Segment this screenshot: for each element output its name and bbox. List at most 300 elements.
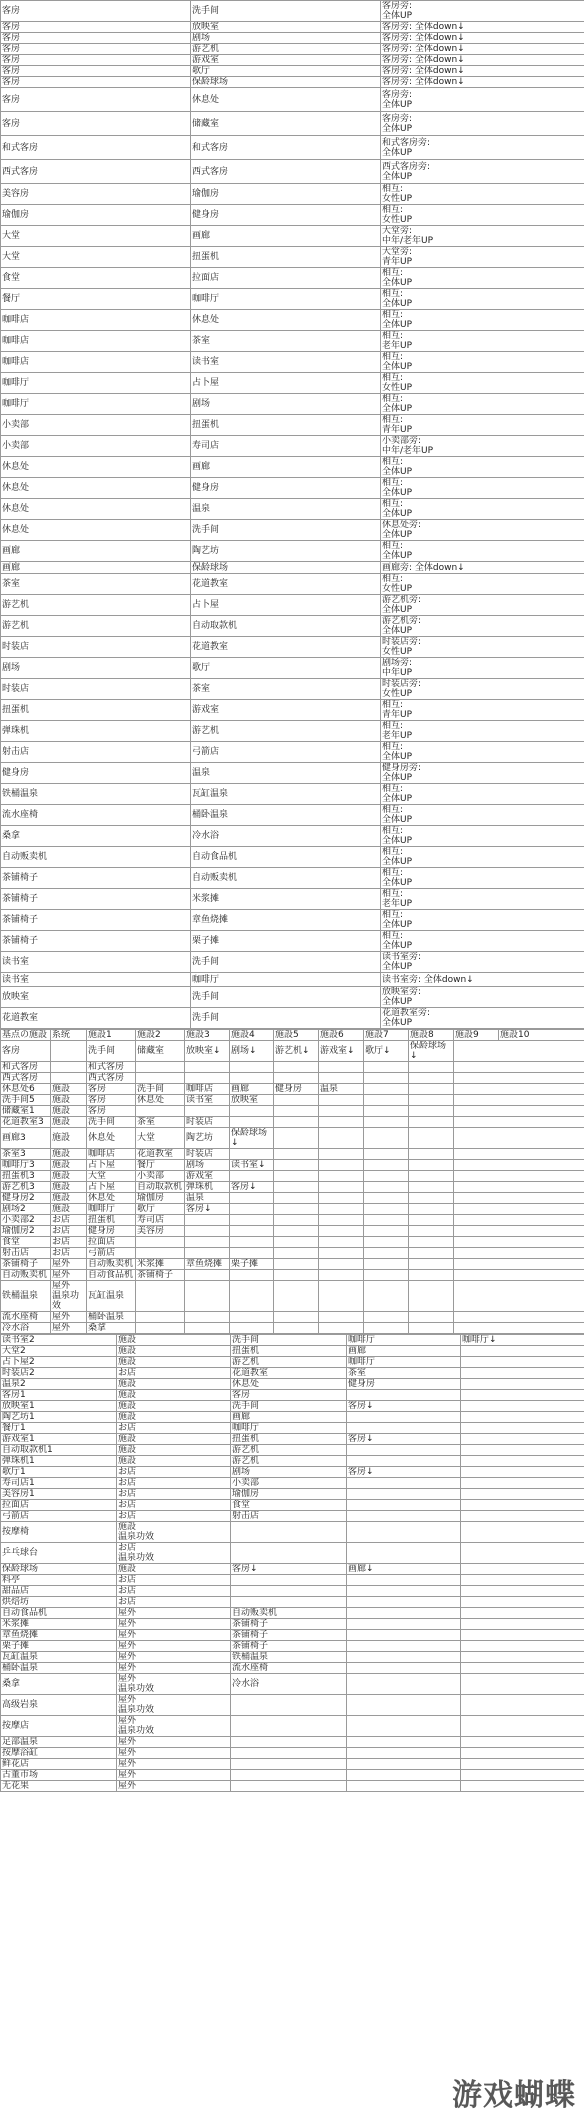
pair-row <box>1 415 584 436</box>
facility-list-cell: 按摩椅 <box>1 1522 117 1543</box>
matrix-cell <box>319 1149 364 1160</box>
facility-list-cell <box>461 1489 584 1500</box>
facility-a-cell: 流水座椅 <box>1 805 191 826</box>
facility-list-cell: 陶艺坊1 <box>1 1412 117 1423</box>
matrix-cell <box>319 1062 364 1073</box>
matrix-row <box>1 1270 584 1281</box>
matrix-cell <box>409 1259 454 1270</box>
facility-list-row <box>1 1716 584 1737</box>
matrix-cell <box>454 1128 584 1149</box>
matrix-cell: 施設 <box>51 1149 87 1160</box>
matrix-cell: 游戏室↓ <box>319 1041 364 1062</box>
facility-b-cell: 温泉 <box>191 763 381 784</box>
matrix-cell <box>274 1193 319 1204</box>
matrix-cell: 占卜屋 <box>87 1182 136 1193</box>
matrix-header-cell: 基点の施設 <box>1 1030 51 1041</box>
matrix-cell <box>409 1281 454 1312</box>
facility-list-cell <box>347 1522 461 1543</box>
facility-list-cell: 米浆摊 <box>1 1619 117 1630</box>
facility-list-cell: 大堂2 <box>1 1346 117 1357</box>
matrix-cell <box>454 1041 584 1062</box>
matrix-cell: 时装店 <box>185 1149 230 1160</box>
matrix-cell: 读书室↓ <box>230 1160 274 1171</box>
matrix-cell <box>136 1281 185 1312</box>
facility-list-row <box>1 1357 584 1368</box>
facility-list-row <box>1 1511 584 1522</box>
matrix-cell: 游艺机3 <box>1 1182 51 1193</box>
matrix-cell: 放映室 <box>230 1095 274 1106</box>
facility-list-cell: 咖啡厅 <box>347 1335 461 1346</box>
matrix-cell <box>274 1095 319 1106</box>
matrix-cell: 西式客房 <box>87 1073 136 1084</box>
facility-a-cell: 自动贩卖机 <box>1 847 191 868</box>
facility-a-cell: 客房 <box>1 88 191 112</box>
facility-a-cell: 健身房 <box>1 763 191 784</box>
facility-list-cell <box>461 1390 584 1401</box>
matrix-row <box>1 1323 584 1334</box>
matrix-cell: 咖啡厅3 <box>1 1160 51 1171</box>
effect-cell: 相互: 全体UP <box>381 805 584 826</box>
pair-row <box>1 721 584 742</box>
facility-b-cell: 茶室 <box>191 331 381 352</box>
matrix-cell: 米浆摊 <box>136 1259 185 1270</box>
facility-list-cell: 施設 温泉功效 <box>117 1522 231 1543</box>
facility-list-cell: 歌厅1 <box>1 1467 117 1478</box>
effect-cell: 大堂旁: 青年UP <box>381 247 584 268</box>
matrix-cell <box>319 1237 364 1248</box>
facility-list-row <box>1 1522 584 1543</box>
facility-list-cell: 剧场 <box>231 1467 347 1478</box>
matrix-cell <box>409 1204 454 1215</box>
facility-a-cell: 餐厅 <box>1 289 191 310</box>
matrix-row <box>1 1171 584 1182</box>
facility-a-cell: 剧场 <box>1 658 191 679</box>
facility-list-cell: 放映室1 <box>1 1401 117 1412</box>
matrix-cell: 休息处 <box>87 1128 136 1149</box>
facility-b-cell: 寿司店 <box>191 436 381 457</box>
facility-b-cell: 健身房 <box>191 205 381 226</box>
facility-b-cell: 保龄球场 <box>191 77 381 88</box>
matrix-cell: 桶卧温泉 <box>87 1312 136 1323</box>
matrix-header-cell: 施設10 <box>499 1030 584 1041</box>
effect-cell: 客房旁: 全体down↓ <box>381 66 584 77</box>
pair-row <box>1 394 584 415</box>
facility-list-cell <box>347 1748 461 1759</box>
facility-list-cell: お店 <box>117 1478 231 1489</box>
matrix-cell <box>185 1248 230 1259</box>
matrix-cell: 射击店 <box>1 1248 51 1259</box>
facility-list-row <box>1 1586 584 1597</box>
facility-a-cell: 和式客房 <box>1 136 191 160</box>
facility-list-cell: 弹珠机1 <box>1 1456 117 1467</box>
facility-list-row <box>1 1748 584 1759</box>
matrix-cell: 占卜屋 <box>87 1160 136 1171</box>
facility-a-cell: 放映室 <box>1 987 191 1008</box>
facility-list-cell: 咖啡厅 <box>347 1357 461 1368</box>
pair-row <box>1 973 584 987</box>
facility-b-cell: 洗手间 <box>191 1 381 22</box>
matrix-cell <box>454 1270 584 1281</box>
facility-list-row <box>1 1445 584 1456</box>
facility-b-cell: 瓦缸温泉 <box>191 784 381 805</box>
facility-list-cell: 游戏室1 <box>1 1434 117 1445</box>
facility-list-cell: 客房 <box>231 1390 347 1401</box>
matrix-cell <box>51 1062 87 1073</box>
facility-list-cell <box>347 1586 461 1597</box>
matrix-cell: 大堂 <box>87 1171 136 1182</box>
facility-list-cell <box>461 1467 584 1478</box>
matrix-cell <box>230 1215 274 1226</box>
matrix-cell: 温泉 <box>319 1084 364 1095</box>
matrix-row <box>1 1117 584 1128</box>
matrix-cell <box>319 1128 364 1149</box>
pair-row <box>1 952 584 973</box>
matrix-cell <box>409 1073 454 1084</box>
matrix-header-cell: 施設5 <box>274 1030 319 1041</box>
facility-list-cell <box>231 1737 347 1748</box>
matrix-cell <box>185 1215 230 1226</box>
matrix-cell: 读书室 <box>185 1095 230 1106</box>
pair-row <box>1 847 584 868</box>
facility-list-cell: 客房↓ <box>231 1564 347 1575</box>
matrix-cell <box>319 1106 364 1117</box>
matrix-cell <box>319 1073 364 1084</box>
matrix-cell <box>230 1149 274 1160</box>
effect-cell: 相互: 青年UP <box>381 415 584 436</box>
facility-list-cell <box>231 1543 347 1564</box>
facility-a-cell: 茶铺椅子 <box>1 889 191 910</box>
facility-list-cell <box>347 1456 461 1467</box>
effect-cell: 大堂旁: 中年/老年UP <box>381 226 584 247</box>
matrix-cell <box>230 1193 274 1204</box>
matrix-cell <box>454 1281 584 1312</box>
pair-row <box>1 310 584 331</box>
facility-list-cell: 足部温泉 <box>1 1737 117 1748</box>
facility-b-cell: 拉面店 <box>191 268 381 289</box>
facility-list-cell: 甜品店 <box>1 1586 117 1597</box>
facility-a-cell: 客房 <box>1 1 191 22</box>
pair-row <box>1 562 584 574</box>
facility-list-cell: 无花果 <box>1 1781 117 1792</box>
matrix-cell <box>454 1259 584 1270</box>
pair-row <box>1 763 584 784</box>
facility-list-cell: 施設 <box>117 1401 231 1412</box>
facility-list-cell <box>231 1575 347 1586</box>
matrix-header-cell: 施設2 <box>136 1030 185 1041</box>
matrix-cell <box>364 1117 409 1128</box>
matrix-cell <box>409 1248 454 1259</box>
matrix-cell <box>364 1281 409 1312</box>
facility-list-cell: 施設 <box>117 1379 231 1390</box>
facility-a-cell: 游艺机 <box>1 616 191 637</box>
matrix-cell <box>319 1095 364 1106</box>
facility-list-cell <box>461 1586 584 1597</box>
facility-a-cell: 休息处 <box>1 520 191 541</box>
matrix-cell <box>274 1226 319 1237</box>
effect-cell: 相互: 全体UP <box>381 499 584 520</box>
facility-list-cell <box>461 1368 584 1379</box>
facility-list-cell <box>231 1748 347 1759</box>
facility-a-cell: 客房 <box>1 66 191 77</box>
facility-list-cell: お店 <box>117 1423 231 1434</box>
facility-list-cell <box>461 1575 584 1586</box>
facility-list-row <box>1 1770 584 1781</box>
facility-list-cell: 施設 <box>117 1357 231 1368</box>
pairing-table <box>0 0 584 1029</box>
matrix-cell <box>319 1193 364 1204</box>
matrix-cell <box>454 1149 584 1160</box>
facility-list-row <box>1 1467 584 1478</box>
matrix-cell <box>51 1073 87 1084</box>
facility-list-cell: 茶铺椅子 <box>231 1630 347 1641</box>
matrix-cell: 栗子摊 <box>230 1259 274 1270</box>
facility-list-cell: お店 <box>117 1500 231 1511</box>
facility-a-cell: 客房 <box>1 33 191 44</box>
facility-list-cell: 扭蛋机 <box>231 1434 347 1445</box>
matrix-cell <box>185 1073 230 1084</box>
facility-a-cell: 小卖部 <box>1 415 191 436</box>
matrix-cell <box>319 1259 364 1270</box>
facility-a-cell: 瑜伽房 <box>1 205 191 226</box>
facility-list-cell <box>461 1641 584 1652</box>
matrix-cell: 施設 <box>51 1084 87 1095</box>
facility-b-cell: 保龄球场 <box>191 562 381 574</box>
matrix-header-cell: 施設8 <box>409 1030 454 1041</box>
effect-cell: 相互: 全体UP <box>381 478 584 499</box>
facility-list-cell <box>347 1619 461 1630</box>
facility-list-cell: 自动食品机 <box>1 1608 117 1619</box>
matrix-cell <box>409 1237 454 1248</box>
facility-b-cell: 桶卧温泉 <box>191 805 381 826</box>
facility-list-cell: 屋外 <box>117 1608 231 1619</box>
effect-cell: 相互: 青年UP <box>381 700 584 721</box>
matrix-cell <box>454 1323 584 1334</box>
facility-a-cell: 茶铺椅子 <box>1 910 191 931</box>
facility-list-cell: 屋外 <box>117 1748 231 1759</box>
matrix-cell <box>364 1171 409 1182</box>
facility-list-cell: 古董市场 <box>1 1770 117 1781</box>
facility-a-cell: 弹珠机 <box>1 721 191 742</box>
facility-a-cell: 休息处 <box>1 499 191 520</box>
facility-b-cell: 歌厅 <box>191 658 381 679</box>
matrix-cell <box>454 1106 584 1117</box>
facility-list-cell: 读书室2 <box>1 1335 117 1346</box>
matrix-cell: 扭蛋机3 <box>1 1171 51 1182</box>
matrix-cell <box>409 1095 454 1106</box>
matrix-cell <box>274 1204 319 1215</box>
matrix-cell <box>185 1226 230 1237</box>
facility-list-cell: 花道教室 <box>231 1368 347 1379</box>
pair-row <box>1 352 584 373</box>
matrix-cell: 休息处 <box>87 1193 136 1204</box>
facility-list-cell <box>461 1401 584 1412</box>
facility-a-cell: 桑拿 <box>1 826 191 847</box>
matrix-cell <box>274 1248 319 1259</box>
facility-a-cell: 西式客房 <box>1 160 191 184</box>
facility-list-cell: 冷水浴 <box>231 1674 347 1695</box>
matrix-cell: 施設 <box>51 1106 87 1117</box>
matrix-cell <box>230 1117 274 1128</box>
facility-list-cell: 自动取款机1 <box>1 1445 117 1456</box>
facility-list-cell <box>461 1500 584 1511</box>
facility-list-cell <box>461 1412 584 1423</box>
facility-list-row <box>1 1335 584 1346</box>
facility-list-cell: 餐厅1 <box>1 1423 117 1434</box>
facility-list-cell <box>231 1522 347 1543</box>
matrix-cell <box>409 1182 454 1193</box>
matrix-cell: 小卖部 <box>136 1171 185 1182</box>
matrix-cell: 屋外 <box>51 1270 87 1281</box>
facility-list-cell: 拉面店 <box>1 1500 117 1511</box>
effect-cell: 剧场旁: 中年UP <box>381 658 584 679</box>
facility-b-cell: 花道教室 <box>191 574 381 595</box>
matrix-cell <box>230 1073 274 1084</box>
facility-list-row <box>1 1478 584 1489</box>
effect-cell: 放映室旁: 全体UP <box>381 987 584 1008</box>
pair-row <box>1 22 584 33</box>
matrix-cell <box>230 1171 274 1182</box>
effect-cell: 客房旁: 全体down↓ <box>381 55 584 66</box>
facility-list-cell: 洗手间 <box>231 1335 347 1346</box>
effect-cell: 和式客房旁: 全体UP <box>381 136 584 160</box>
matrix-cell <box>319 1248 364 1259</box>
matrix-cell <box>274 1312 319 1323</box>
matrix-cell <box>319 1171 364 1182</box>
facility-list-row <box>1 1663 584 1674</box>
effect-cell: 相互: 老年UP <box>381 721 584 742</box>
matrix-cell <box>409 1160 454 1171</box>
matrix-cell <box>409 1062 454 1073</box>
facility-list-row <box>1 1575 584 1586</box>
matrix-row <box>1 1149 584 1160</box>
effect-cell: 相互: 全体UP <box>381 268 584 289</box>
effect-cell: 花道教室旁: 全体UP <box>381 1008 584 1029</box>
facility-b-cell: 画廊 <box>191 457 381 478</box>
matrix-cell: 美容房 <box>136 1226 185 1237</box>
matrix-row <box>1 1160 584 1171</box>
effect-cell: 相互: 女性UP <box>381 574 584 595</box>
pair-row <box>1 1008 584 1029</box>
facility-b-cell: 休息处 <box>191 310 381 331</box>
effect-cell: 休息处旁: 全体UP <box>381 520 584 541</box>
facility-list-cell <box>347 1716 461 1737</box>
facility-list-cell: 咖啡厅 <box>231 1423 347 1434</box>
matrix-cell: 保龄球场↓ <box>409 1041 454 1062</box>
facility-b-cell: 自动食品机 <box>191 847 381 868</box>
effect-cell: 相互: 全体UP <box>381 931 584 952</box>
matrix-cell: 自动取款机 <box>136 1182 185 1193</box>
facility-a-cell: 铁桶温泉 <box>1 784 191 805</box>
effect-cell: 画廊旁: 全体down↓ <box>381 562 584 574</box>
effect-cell: 小卖部旁: 中年/老年UP <box>381 436 584 457</box>
facility-list-cell: 鲜花店 <box>1 1759 117 1770</box>
facility-a-cell: 画廊 <box>1 541 191 562</box>
facility-list-cell <box>347 1489 461 1500</box>
facility-b-cell: 咖啡厅 <box>191 973 381 987</box>
matrix-cell <box>274 1128 319 1149</box>
matrix-cell: 寿司店 <box>136 1215 185 1226</box>
matrix-cell <box>274 1062 319 1073</box>
matrix-cell: 冷水浴 <box>1 1323 51 1334</box>
facility-list-cell <box>347 1630 461 1641</box>
matrix-cell <box>454 1182 584 1193</box>
facility-list-cell <box>347 1695 461 1716</box>
facility-list-cell: 画廊↓ <box>347 1564 461 1575</box>
pair-row <box>1 136 584 160</box>
facility-list-cell <box>461 1759 584 1770</box>
matrix-cell <box>319 1226 364 1237</box>
matrix-cell: 储藏室 <box>136 1041 185 1062</box>
pair-row <box>1 910 584 931</box>
facility-list-cell <box>231 1770 347 1781</box>
facility-b-cell: 休息处 <box>191 88 381 112</box>
facility-list-cell: 屋外 <box>117 1737 231 1748</box>
facility-list-cell: 游艺机 <box>231 1357 347 1368</box>
pair-row <box>1 742 584 763</box>
matrix-cell: 游戏室 <box>185 1171 230 1182</box>
facility-list-cell: 时装店2 <box>1 1368 117 1379</box>
matrix-cell <box>364 1084 409 1095</box>
facility-a-cell: 小卖部 <box>1 436 191 457</box>
facility-list-cell <box>461 1630 584 1641</box>
facility-list-cell: 流水座椅 <box>231 1663 347 1674</box>
effect-cell: 相互: 全体UP <box>381 868 584 889</box>
facility-list-cell: 茶铺椅子 <box>231 1619 347 1630</box>
facility-b-cell: 健身房 <box>191 478 381 499</box>
facility-a-cell: 大堂 <box>1 247 191 268</box>
facility-list-row <box>1 1641 584 1652</box>
facility-list-row <box>1 1434 584 1445</box>
matrix-cell <box>454 1193 584 1204</box>
watermark-logo: 游戏蝴蝶 <box>452 2078 576 2113</box>
matrix-cell <box>274 1270 319 1281</box>
facility-b-cell: 读书室 <box>191 352 381 373</box>
matrix-cell <box>454 1117 584 1128</box>
matrix-cell <box>454 1084 584 1095</box>
facility-a-cell: 茶室 <box>1 574 191 595</box>
facility-a-cell: 时装店 <box>1 637 191 658</box>
matrix-cell <box>136 1106 185 1117</box>
matrix-cell: 铁桶温泉 <box>1 1281 51 1312</box>
facility-b-cell: 洗手间 <box>191 520 381 541</box>
facility-list-cell <box>461 1379 584 1390</box>
facility-list-row <box>1 1630 584 1641</box>
matrix-cell <box>454 1073 584 1084</box>
matrix-cell <box>274 1259 319 1270</box>
matrix-cell <box>230 1237 274 1248</box>
facility-list-cell <box>461 1674 584 1695</box>
facility-list-cell <box>347 1737 461 1748</box>
facility-list-cell <box>461 1346 584 1357</box>
matrix-cell <box>274 1171 319 1182</box>
facility-b-cell: 游戏室 <box>191 700 381 721</box>
pair-row <box>1 541 584 562</box>
facility-b-cell: 咖啡厅 <box>191 289 381 310</box>
facility-b-cell: 瑜伽房 <box>191 184 381 205</box>
matrix-cell <box>274 1149 319 1160</box>
matrix-cell <box>319 1215 364 1226</box>
facility-list-cell: 章鱼烧摊 <box>1 1630 117 1641</box>
pair-row <box>1 226 584 247</box>
effect-cell: 客房旁: 全体down↓ <box>381 77 584 88</box>
facility-list-cell: 屋外 <box>117 1641 231 1652</box>
pair-row <box>1 160 584 184</box>
matrix-cell: 茶室 <box>136 1117 185 1128</box>
matrix-cell <box>185 1323 230 1334</box>
facility-list-cell: 画廊 <box>347 1346 461 1357</box>
matrix-cell <box>409 1084 454 1095</box>
facility-list-cell: 桶卧温泉 <box>1 1663 117 1674</box>
